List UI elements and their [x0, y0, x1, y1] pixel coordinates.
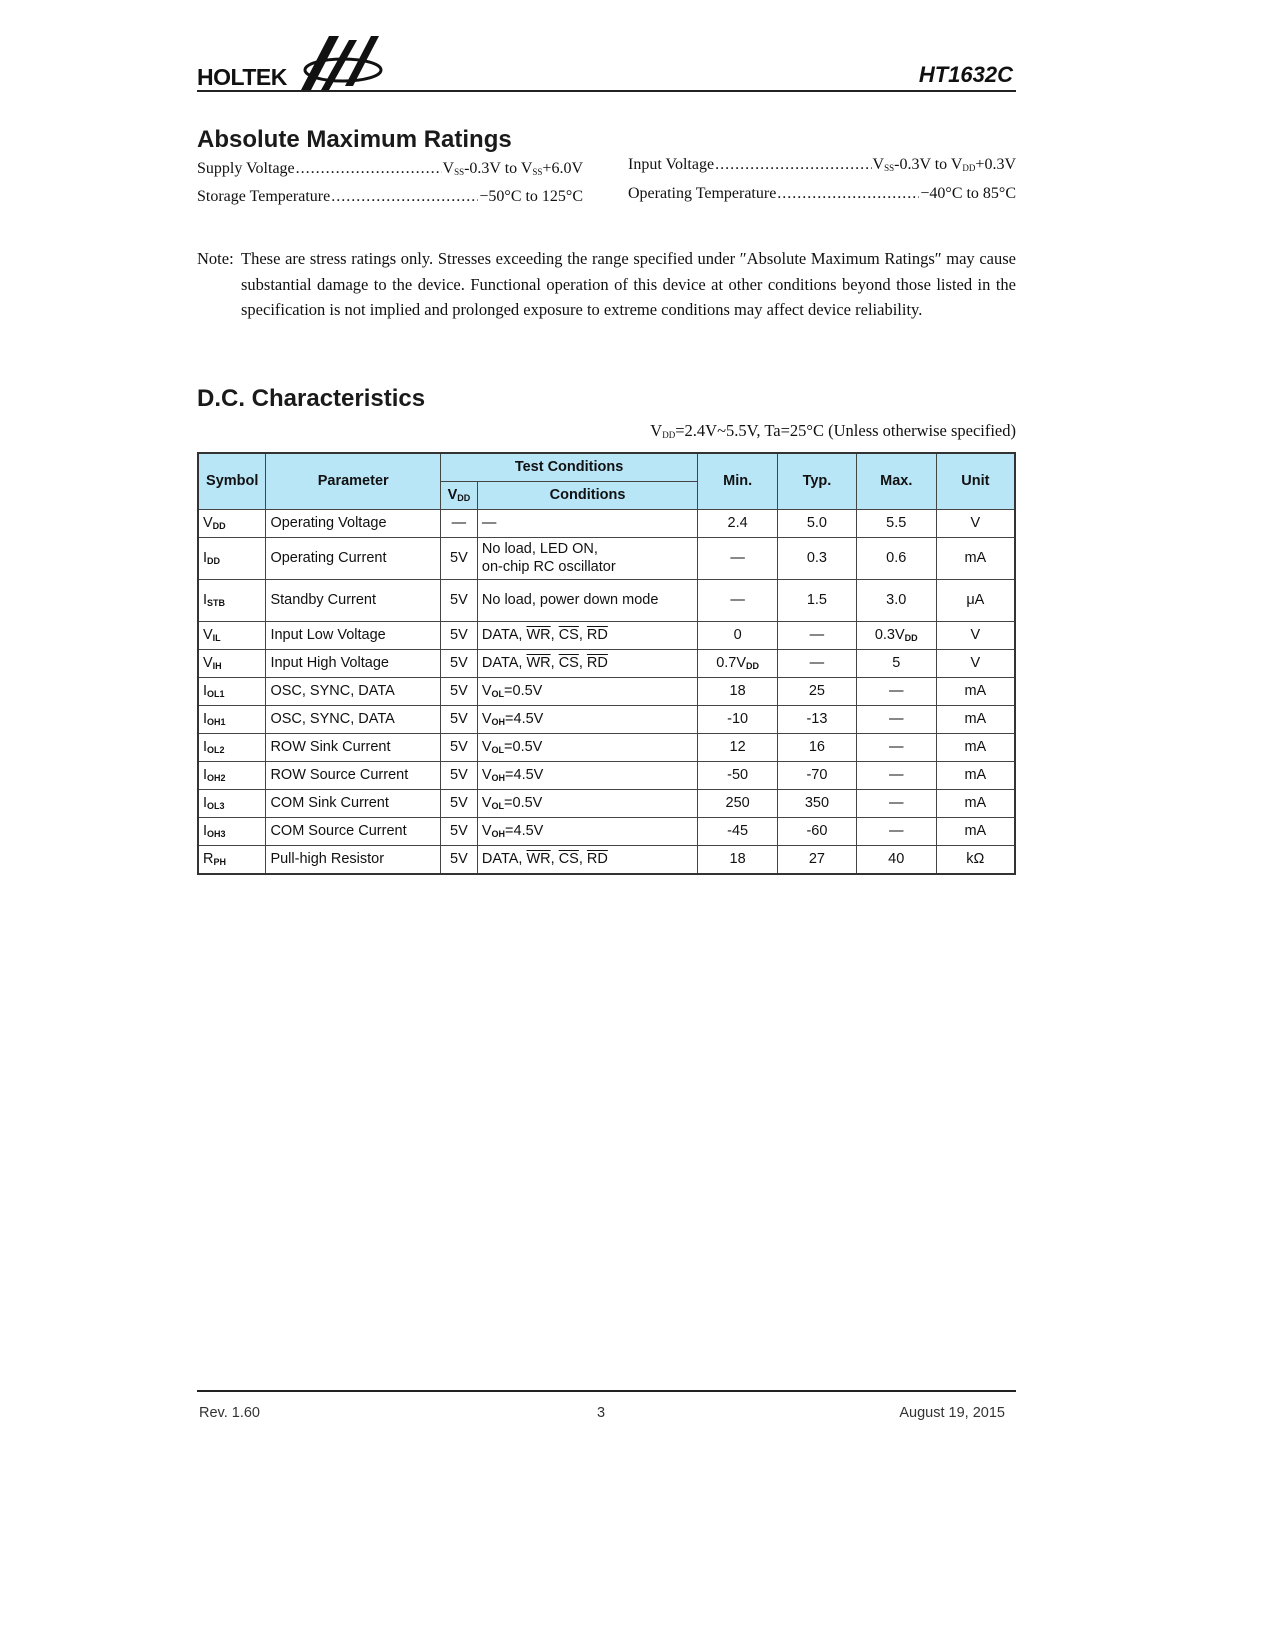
rating-supply-voltage	[197, 160, 583, 178]
cell-max: —	[856, 817, 936, 845]
footer-date: August 19, 2015	[899, 1405, 1005, 1421]
rating-storage-temperature	[197, 188, 583, 206]
cell-typ: 0.3	[778, 537, 857, 579]
cell-max: $0.3V_{DD}$	[856, 621, 936, 649]
cell-typ: -60	[778, 817, 857, 845]
cell-conditions: $V_{OL}=0.5V$	[477, 677, 697, 705]
col-test-conditions: Test Conditions	[440, 453, 697, 481]
cell-unit: mA	[936, 537, 1015, 579]
cell-vdd: —	[440, 509, 477, 537]
cell-min: 0	[698, 621, 778, 649]
cell-vdd: 5V	[440, 621, 477, 649]
cell-conditions: DATA, $\overline{WR}$, $\overline{CS}$, $\overline{RD}$	[477, 649, 697, 677]
dc-conditions: $V_{DD}=2.4V\sim 5.5V$, Ta=25°C (Unless otherwise specified)	[650, 421, 1016, 440]
cell-min: -10	[698, 705, 778, 733]
rating-label: Storage Temperature	[197, 188, 331, 205]
cell-parameter: ROW Sink Current	[266, 733, 441, 761]
cell-vdd: 5V	[440, 677, 477, 705]
table-row	[198, 705, 1015, 733]
cell-unit: mA	[936, 817, 1015, 845]
cell-typ: 16	[778, 733, 857, 761]
cell-unit: μA	[936, 579, 1015, 621]
table-row	[198, 845, 1015, 874]
cell-conditions: $V_{OL}=0.5V$	[477, 789, 697, 817]
cell-symbol: $I_{OH3}$	[198, 817, 266, 845]
cell-min: 2.4	[698, 509, 778, 537]
cell-symbol: $I_{OH2}$	[198, 761, 266, 789]
col-min: Min.	[698, 453, 778, 509]
holtek-logo	[197, 28, 397, 94]
cell-max: —	[856, 677, 936, 705]
cell-symbol: $I_{OH1}$	[198, 705, 266, 733]
table-row	[198, 579, 1015, 621]
cell-unit: V	[936, 621, 1015, 649]
cell-max: 5	[856, 649, 936, 677]
cell-min: 250	[698, 789, 778, 817]
table-row	[198, 817, 1015, 845]
cell-symbol: $V_{IH}$	[198, 649, 266, 677]
cell-max: —	[856, 761, 936, 789]
cell-conditions: $V_{OH}=4.5V$	[477, 705, 697, 733]
cell-max: —	[856, 705, 936, 733]
cell-unit: kΩ	[936, 845, 1015, 874]
cell-parameter: OSC, SYNC, DATA	[266, 677, 441, 705]
dc-characteristics-table	[197, 452, 1016, 875]
cell-unit: mA	[936, 677, 1015, 705]
cell-symbol: $I_{OL1}$	[198, 677, 266, 705]
col-vdd: $V_{DD}$	[440, 481, 477, 509]
note-text: These are stress ratings only. Stresses exceeding the range specified under ″Absolute Maximum Ratings″ may cause substantial damage to the device. Functional operation of this device at other conditions beyond those listed in the specification is not implied and prolonged exposure to extreme conditions may affect device reliability.	[241, 249, 1016, 319]
cell-parameter: ROW Source Current	[266, 761, 441, 789]
cell-vdd: 5V	[440, 649, 477, 677]
col-max: Max.	[856, 453, 936, 509]
leader-dots	[331, 188, 478, 206]
cell-vdd: 5V	[440, 789, 477, 817]
cell-min: 18	[698, 845, 778, 874]
cell-conditions: $V_{OL}=0.5V$	[477, 733, 697, 761]
cell-typ: 27	[778, 845, 857, 874]
cell-min: 18	[698, 677, 778, 705]
col-unit: Unit	[936, 453, 1015, 509]
cell-typ: 5.0	[778, 509, 857, 537]
table-row	[198, 537, 1015, 579]
cell-unit: V	[936, 509, 1015, 537]
table-row	[198, 761, 1015, 789]
cell-parameter: Standby Current	[266, 579, 441, 621]
cell-conditions: $V_{OH}=4.5V$	[477, 761, 697, 789]
rating-input-voltage	[628, 156, 1016, 174]
col-parameter: Parameter	[266, 453, 441, 509]
col-symbol: Symbol	[198, 453, 266, 509]
cell-typ: 350	[778, 789, 857, 817]
cell-vdd: 5V	[440, 705, 477, 733]
cell-typ: 25	[778, 677, 857, 705]
cell-vdd: 5V	[440, 761, 477, 789]
cell-parameter: Input High Voltage	[266, 649, 441, 677]
cell-max: 3.0	[856, 579, 936, 621]
footer-rule	[197, 1390, 1016, 1392]
rating-value: −50°C to 125°C	[479, 188, 583, 205]
cell-parameter: COM Sink Current	[266, 789, 441, 817]
rating-value: $V_{SS}-0.3V$ to $V_{DD}+0.3V$	[872, 156, 1016, 173]
cell-conditions: $V_{OH}=4.5V$	[477, 817, 697, 845]
cell-symbol: $V_{DD}$	[198, 509, 266, 537]
rating-label: Operating Temperature	[628, 185, 777, 202]
cell-parameter: COM Source Current	[266, 817, 441, 845]
cell-unit: mA	[936, 733, 1015, 761]
cell-vdd: 5V	[440, 817, 477, 845]
stress-note	[197, 246, 1016, 323]
cell-conditions: —	[477, 509, 697, 537]
cell-max: 40	[856, 845, 936, 874]
cell-parameter: Operating Current	[266, 537, 441, 579]
footer-page-number: 3	[597, 1405, 606, 1421]
cell-vdd: 5V	[440, 733, 477, 761]
cell-parameter: Operating Voltage	[266, 509, 441, 537]
footer-revision: Rev. 1.60	[199, 1405, 260, 1421]
cell-conditions: No load, LED ON, on-chip RC oscillator	[477, 537, 697, 579]
logo-symbol-icon	[295, 30, 385, 94]
rating-label: Input Voltage	[628, 156, 715, 173]
cell-conditions: DATA, $\overline{WR}$, $\overline{CS}$, $\overline{RD}$	[477, 845, 697, 874]
table-row	[198, 649, 1015, 677]
cell-typ: 1.5	[778, 579, 857, 621]
rating-value: −40°C to 85°C	[920, 185, 1016, 202]
cell-symbol: $I_{STB}$	[198, 579, 266, 621]
leader-dots	[296, 160, 442, 178]
cell-vdd: 5V	[440, 537, 477, 579]
table-row	[198, 621, 1015, 649]
cell-symbol: $R_{PH}$	[198, 845, 266, 874]
cell-unit: mA	[936, 761, 1015, 789]
cell-typ: —	[778, 621, 857, 649]
cell-vdd: 5V	[440, 845, 477, 874]
leader-dots	[777, 185, 919, 203]
cell-min: —	[698, 537, 778, 579]
col-typ: Typ.	[778, 453, 857, 509]
cell-symbol: $I_{OL3}$	[198, 789, 266, 817]
cell-unit: V	[936, 649, 1015, 677]
cell-max: —	[856, 789, 936, 817]
part-number: HT1632C	[918, 62, 1013, 87]
rating-operating-temperature	[628, 185, 1016, 203]
cell-typ: -70	[778, 761, 857, 789]
cell-parameter: OSC, SYNC, DATA	[266, 705, 441, 733]
cell-max: 5.5	[856, 509, 936, 537]
cell-min: $0.7V_{DD}$	[698, 649, 778, 677]
dc-title: D.C. Characteristics	[197, 385, 426, 412]
cell-parameter: Input Low Voltage	[266, 621, 441, 649]
cell-symbol: $I_{OL2}$	[198, 733, 266, 761]
cell-typ: —	[778, 649, 857, 677]
note-lead: Note:	[197, 249, 234, 268]
cell-symbol: $V_{IL}$	[198, 621, 266, 649]
table-row	[198, 733, 1015, 761]
cell-unit: mA	[936, 789, 1015, 817]
table-row	[198, 509, 1015, 537]
logo-wordmark: HOLTEK	[197, 64, 287, 90]
abs-max-title: Absolute Maximum Ratings	[197, 126, 512, 153]
cell-min: —	[698, 579, 778, 621]
cell-min: -50	[698, 761, 778, 789]
rating-label: Supply Voltage	[197, 160, 295, 177]
col-conditions: Conditions	[477, 481, 697, 509]
cell-conditions: No load, power down mode	[477, 579, 697, 621]
cell-typ: -13	[778, 705, 857, 733]
cell-max: —	[856, 733, 936, 761]
cell-symbol: $I_{DD}$	[198, 537, 266, 579]
header-rule	[197, 90, 1016, 92]
cell-min: 12	[698, 733, 778, 761]
table-row	[198, 677, 1015, 705]
rating-value: $V_{SS}-0.3V$ to $V_{SS}+6.0V$	[442, 160, 583, 177]
cell-conditions: DATA, $\overline{WR}$, $\overline{CS}$, $\overline{RD}$	[477, 621, 697, 649]
cell-unit: mA	[936, 705, 1015, 733]
leader-dots	[715, 156, 871, 174]
cell-max: 0.6	[856, 537, 936, 579]
table-row	[198, 789, 1015, 817]
cell-vdd: 5V	[440, 579, 477, 621]
cell-min: -45	[698, 817, 778, 845]
cell-parameter: Pull-high Resistor	[266, 845, 441, 874]
